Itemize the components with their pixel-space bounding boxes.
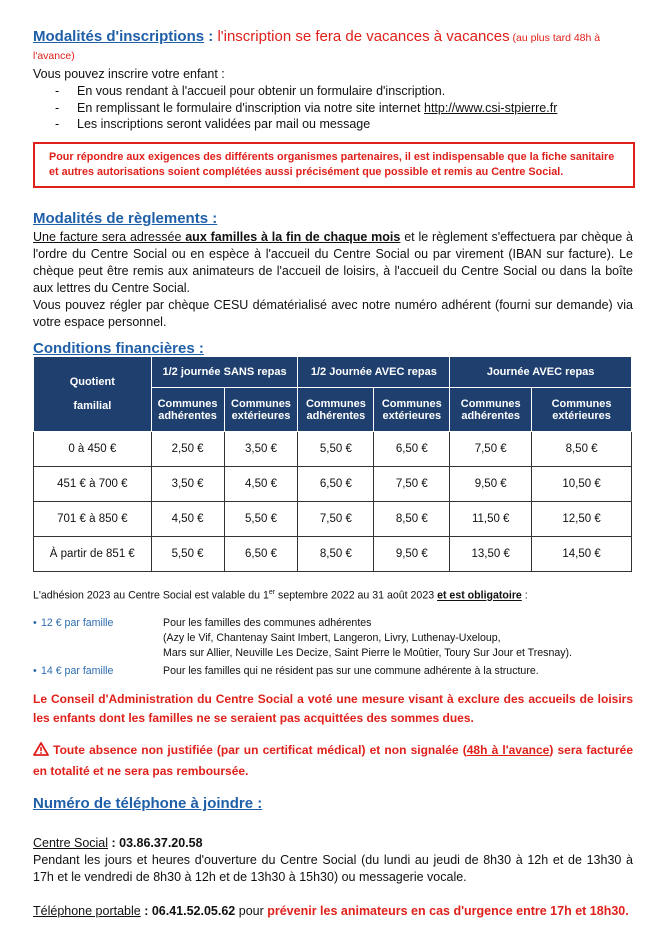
table-row bbox=[34, 432, 632, 467]
group-header: Journée AVEC repas bbox=[450, 357, 632, 388]
price-cell: 6,50 € bbox=[374, 432, 450, 467]
sub-header-exterieures: Communes extérieures bbox=[374, 388, 450, 432]
price-cell: 10,50 € bbox=[532, 467, 632, 502]
sub-header-adherentes: Communes adhérentes bbox=[151, 388, 224, 432]
group-header: 1/2 journée SANS repas bbox=[151, 357, 298, 388]
opening-hours: Pendant les jours et heures d'ouverture du Centre Social (du lundi au jeudi de 8h30 à 12h et de 13h30 à 17h et le vendredi de 8h30 à 12h et de 13h30 à 15h30) ou messagerie vocale. bbox=[33, 853, 633, 884]
telephone-title: Numéro de téléphone à joindre : bbox=[33, 795, 263, 812]
price-cell: 8,50 € bbox=[532, 432, 632, 467]
fees-table bbox=[33, 356, 632, 572]
bullet-dot-icon: • bbox=[33, 617, 37, 629]
list-item: - En remplissant le formulaire d'inscription via notre site internet http://www.csi-stpierre.fr bbox=[33, 100, 633, 117]
price-cell: 6,50 € bbox=[224, 537, 298, 572]
website-link[interactable]: http://www.csi-stpierre.fr bbox=[424, 100, 558, 115]
price-cell: 11,50 € bbox=[450, 502, 532, 537]
price-cell: 7,50 € bbox=[450, 432, 532, 467]
price-cell: 4,50 € bbox=[151, 502, 224, 537]
price-cell: 9,50 € bbox=[450, 467, 532, 502]
price-cell: 12,50 € bbox=[532, 502, 632, 537]
quotient-cell: 0 à 450 € bbox=[34, 432, 152, 467]
table-row bbox=[34, 502, 632, 537]
reglements-title: Modalités de règlements : bbox=[33, 210, 218, 227]
quotient-cell: À partir de 851 € bbox=[34, 537, 152, 572]
adhesion-text: L'adhésion 2023 au Centre Social est valable du 1er septembre 2022 au 31 août 2023 et est obligatoire : bbox=[33, 589, 528, 602]
centre-social-phone: Centre Social : 03.86.37.20.58 bbox=[33, 836, 203, 850]
adhesion-label-14: 14 € par famille bbox=[41, 665, 114, 677]
price-cell: 5,50 € bbox=[298, 432, 374, 467]
price-cell: 3,50 € bbox=[151, 467, 224, 502]
telephone-section bbox=[33, 835, 633, 886]
inscriptions-colon: : bbox=[204, 28, 218, 45]
inscriptions-section bbox=[33, 28, 633, 133]
price-cell: 13,50 € bbox=[450, 537, 532, 572]
adhesion-b1-line3: Mars sur Allier, Neuville Les Decize, Saint Pierre le Moûtier, Toury Sur Jour et Tresnay). bbox=[163, 647, 573, 659]
price-cell: 2,50 € bbox=[151, 432, 224, 467]
list-item bbox=[33, 664, 653, 680]
warning-box: Pour répondre aux exigences des différents organismes partenaires, il est indispensable que la fiche sanitaire et autres autorisations soient complétées aussi précisément que possible et remis au Centre Social. bbox=[33, 142, 635, 188]
price-cell: 9,50 € bbox=[374, 537, 450, 572]
conditions-title: Conditions financières : bbox=[33, 340, 204, 357]
group-header: 1/2 Journée AVEC repas bbox=[298, 357, 450, 388]
adhesion-bullets bbox=[33, 616, 653, 680]
reglements-paragraph-1: Une facture sera adressée aux familles à la fin de chaque mois et le règlement s'effectuera par chèque à l'ordre du Centre Social ou en espèce à l'accueil du Centre Social ou par virement (IBAN sur facture). Le chèque peut être remis aux animateurs de l'accueil de loisirs, à l'accueil du Centre Social ou dans la boîte aux lettres du Centre Social. bbox=[33, 230, 634, 295]
quotient-cell: 701 € à 850 € bbox=[34, 502, 152, 537]
adhesion-b2-text: Pour les familles qui ne résident pas sur une commune adhérente à la structure. bbox=[163, 665, 539, 677]
price-cell: 7,50 € bbox=[298, 502, 374, 537]
price-cell: 5,50 € bbox=[151, 537, 224, 572]
inscriptions-list bbox=[33, 83, 633, 133]
price-cell: 8,50 € bbox=[298, 537, 374, 572]
price-cell: 5,50 € bbox=[224, 502, 298, 537]
inscriptions-heading bbox=[33, 28, 633, 65]
table-row bbox=[34, 537, 632, 572]
sub-header-adherentes: Communes adhérentes bbox=[450, 388, 532, 432]
inscriptions-intro: Vous pouvez inscrire votre enfant : bbox=[33, 67, 225, 81]
absence-text: Toute absence non justifiée (par un certificat médical) et non signalée (48h à l'avance) sera facturée en totalité et ne sera pas remboursée. bbox=[33, 743, 634, 778]
warning-triangle-icon bbox=[33, 742, 49, 762]
reglements-paragraph-2: Vous pouvez régler par chèque CESU dématérialisé avec notre numéro adhérent (fourni sur demande) via votre espace personnel. bbox=[33, 298, 633, 329]
adhesion-label-12: 12 € par famille bbox=[41, 617, 114, 629]
table-row bbox=[34, 467, 632, 502]
mobile-phone: Téléphone portable : 06.41.52.05.62 pour prévenir les animateurs en cas d'urgence entre 17h et 18h30. bbox=[33, 904, 629, 918]
inscriptions-note: (au plus tard 48h à l'avance) bbox=[33, 32, 601, 62]
sub-header-adherentes: Communes adhérentes bbox=[298, 388, 374, 432]
list-item: - En vous rendant à l'accueil pour obtenir un formulaire d'inscription. bbox=[33, 83, 633, 100]
list-item bbox=[33, 616, 653, 664]
sub-header-exterieures: Communes extérieures bbox=[532, 388, 632, 432]
inscriptions-title-red: l'inscription se fera de vacances à vacances bbox=[217, 28, 510, 45]
price-cell: 6,50 € bbox=[298, 467, 374, 502]
price-cell: 14,50 € bbox=[532, 537, 632, 572]
price-cell: 7,50 € bbox=[374, 467, 450, 502]
quotient-cell: 451 € à 700 € bbox=[34, 467, 152, 502]
price-cell: 3,50 € bbox=[224, 432, 298, 467]
adhesion-b1-line1: Pour les familles des communes adhérentes bbox=[163, 617, 372, 629]
inscriptions-title: Modalités d'inscriptions bbox=[33, 28, 205, 45]
price-cell: 4,50 € bbox=[224, 467, 298, 502]
adhesion-b1-line2: (Azy le Vif, Chantenay Saint Imbert, Langeron, Livry, Luthenay-Uxeloup, bbox=[163, 632, 501, 644]
bullet-dot-icon: • bbox=[33, 665, 37, 677]
price-cell: 8,50 € bbox=[374, 502, 450, 537]
list-item: - Les inscriptions seront validées par mail ou message bbox=[33, 116, 633, 133]
reglements-section bbox=[33, 210, 633, 331]
conseil-text: Le Conseil d'Administration du Centre Social a voté une mesure visant à exclure des accueils de loisirs les enfants dont les familles ne se seraient pas acquittées des sommes dues. bbox=[33, 692, 633, 725]
quotient-header: Quotient familial bbox=[34, 357, 152, 432]
sub-header-exterieures: Communes extérieures bbox=[224, 388, 298, 432]
adhesion-obligatoire: et est obligatoire bbox=[437, 589, 522, 602]
